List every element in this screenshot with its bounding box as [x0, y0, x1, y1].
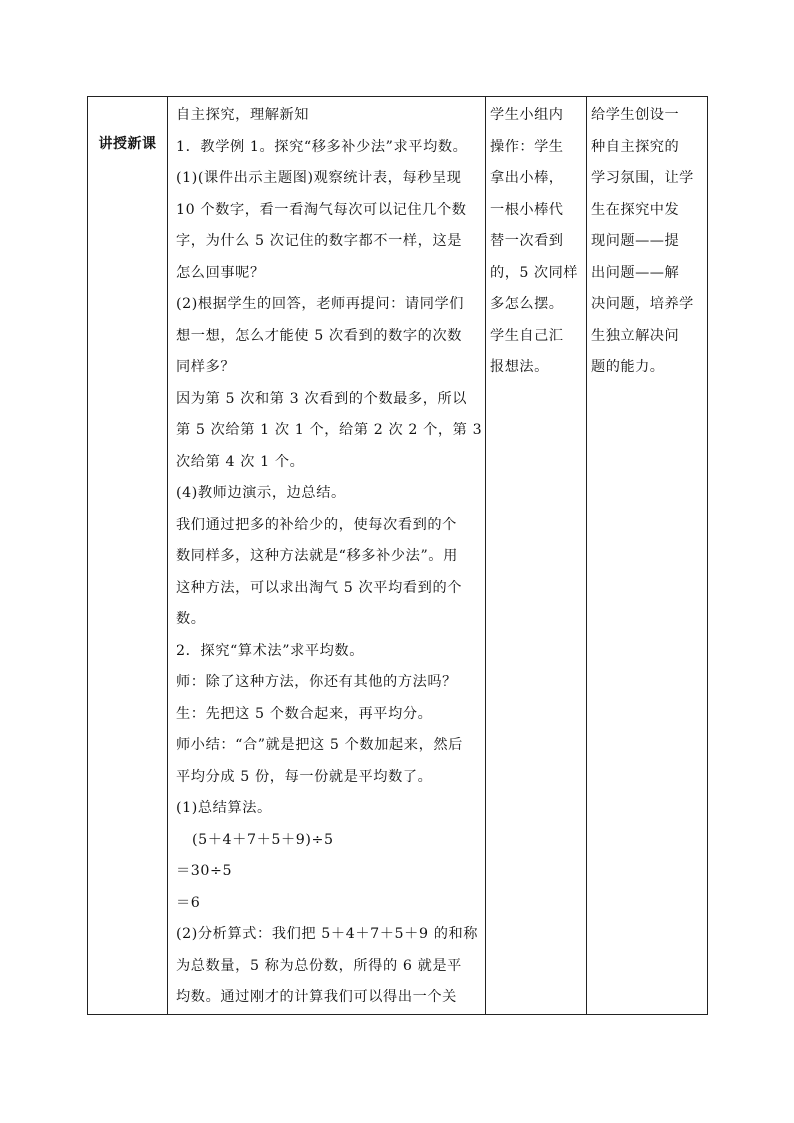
- student-line: 学生小组内: [490, 107, 564, 123]
- student-line: 多怎么摆。: [490, 296, 564, 312]
- content-line: 生：先把这 5 个数合起来，再平均分。: [176, 705, 433, 722]
- content-line: (2)根据学生的回答，老师再提问：请同学们: [176, 296, 465, 312]
- stage-label: 讲授新课: [98, 136, 157, 152]
- content-line: (4)教师边演示，边总结。: [176, 485, 346, 501]
- teaching-content-cell: [168, 97, 486, 1015]
- stage-cell: [88, 97, 168, 1015]
- lesson-plan-table: [87, 96, 708, 1015]
- intent-line: 决问题，培养学: [591, 296, 694, 312]
- content-line: (1)总结算法。: [176, 800, 272, 816]
- content-line: 为总数量，5 称为总份数，所得的 6 就是平: [176, 957, 462, 974]
- content-line: 数同样多，这种方法就是“移多补少法”。用: [176, 548, 458, 564]
- intent-line: 种自主探究的: [591, 138, 680, 155]
- content-line: 2．探究“算术法”求平均数。: [176, 642, 364, 659]
- student-line: 拿出小棒，: [490, 170, 564, 186]
- content-line: (2)分析算式：我们把 5＋4＋7＋5＋9 的和称: [176, 926, 479, 942]
- content-line: 师小结：“合”就是把这 5 个数加起来，然后: [176, 737, 463, 753]
- formula-line: (5＋4＋7＋5＋9)÷5: [192, 831, 334, 848]
- student-line: 报想法。: [490, 359, 549, 375]
- content-line: 次给第 4 次 1 个。: [176, 453, 305, 470]
- formula-line: ＝30÷5: [176, 863, 233, 879]
- design-intent-cell: [587, 97, 708, 1015]
- formula-line: ＝6: [176, 894, 201, 911]
- student-line: 操作：学生: [490, 138, 564, 155]
- content-line: 自主探究，理解新知: [176, 107, 310, 123]
- content-line: 因为第 5 次和第 3 次看到的个数最多，所以: [176, 390, 468, 407]
- intent-line: 给学生创设一: [591, 107, 680, 123]
- content-line: 怎么回事呢？: [176, 264, 265, 281]
- content-line: 师：除了这种方法，你还有其他的方法吗？: [176, 674, 457, 690]
- intent-line: 现问题——提: [591, 233, 680, 249]
- student-line: 替一次看到: [490, 233, 564, 249]
- intent-line: 生独立解决问: [591, 327, 680, 344]
- content-line: 想一想，怎么才能使 5 次看到的数字的次数: [176, 327, 463, 344]
- student-line: 的，5 次同样: [490, 264, 578, 281]
- content-line: 数。: [176, 611, 206, 627]
- student-activity-cell: [486, 97, 587, 1015]
- intent-line: 生在探究中发: [591, 201, 680, 218]
- table-row: [88, 97, 708, 1015]
- content-line: (1)(课件出示主题图)观察统计表，每秒呈现: [176, 170, 462, 186]
- content-line: 1．教学例 1。探究“移多补少法”求平均数。: [176, 138, 468, 155]
- content-line: 我们通过把多的补给少的，使每次看到的个: [176, 516, 457, 533]
- intent-line: 出问题——解: [591, 264, 680, 281]
- content-line: 同样多？: [176, 359, 236, 375]
- content-line: 平均分成 5 份，每一份就是平均数了。: [176, 768, 433, 785]
- content-line: 10 个数字，看一看淘气每次可以记住几个数: [176, 201, 467, 218]
- student-line: 学生自己汇: [490, 327, 564, 344]
- content-line: 第 5 次给第 1 次 1 个，给第 2 次 2 个，第 3: [176, 422, 483, 438]
- content-line: 字，为什么 5 次记住的数字都不一样，这是: [176, 233, 463, 249]
- content-line: 均数。通过刚才的计算我们可以得出一个关: [176, 989, 457, 1005]
- intent-line: 题的能力。: [591, 359, 665, 375]
- content-line: 这种方法，可以求出淘气 5 次平均看到的个: [176, 579, 463, 596]
- intent-line: 学习氛围，让学: [591, 170, 694, 186]
- student-line: 一根小棒代: [490, 201, 564, 218]
